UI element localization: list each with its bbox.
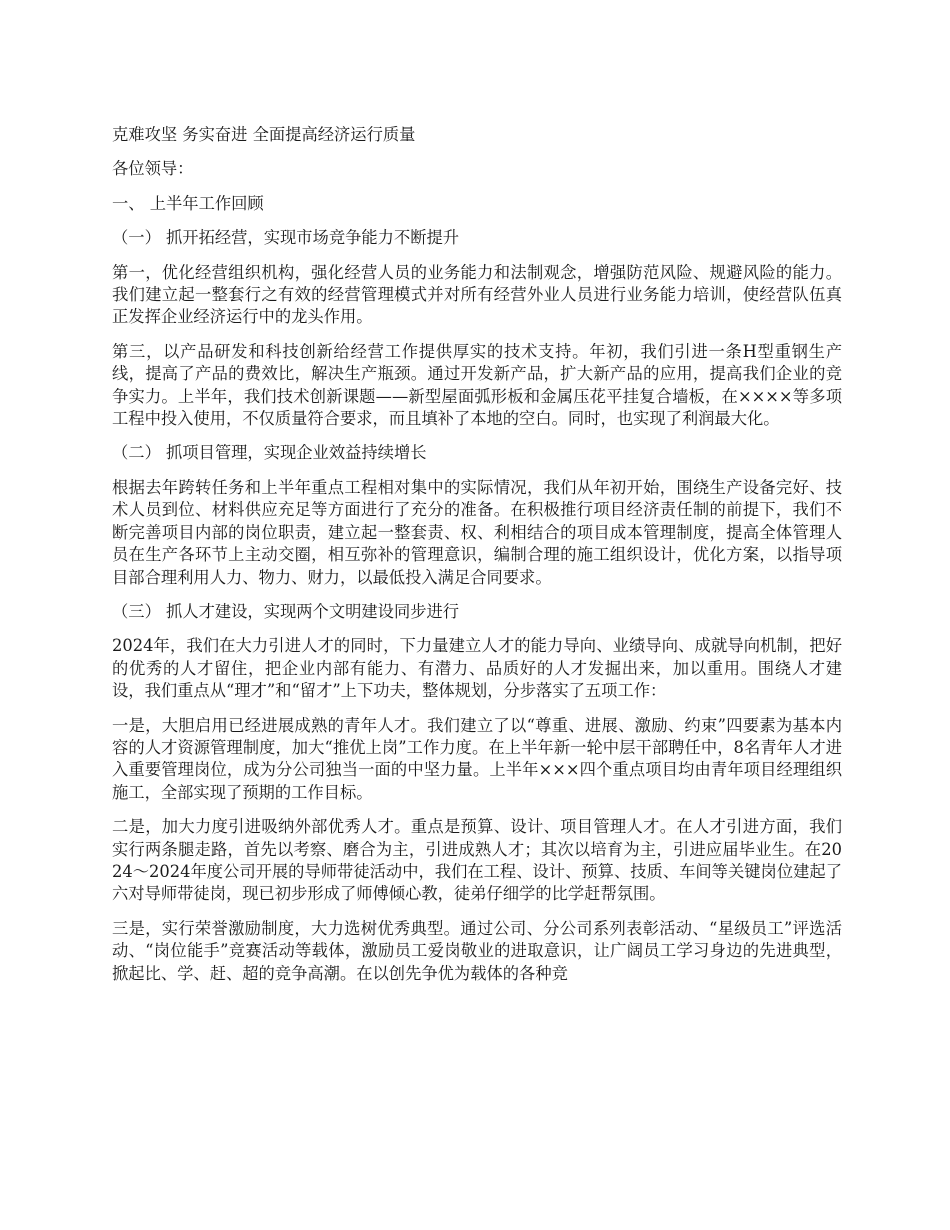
paragraph-4: 2024年，我们在大力引进人才的同时，下力量建立人才的能力导向、业绩导向、成就导向机制，把好的优秀的人才留住，把企业内部有能力、有潜力、品质好的人才发掘出来，加以重用。围绕人才建设，我们重点从“理才”和“留才”上下功夫，整体规划，分步落实了五项工作： (112, 636, 842, 701)
paragraph-3: 根据去年跨转任务和上半年重点工程相对集中的实际情况，我们从年初开始，围绕生产设备完好、技术人员到位、材料供应充足等方面进行了充分的准备。在积极推行项目经济责任制的前提下，我们不断完善项目内部的岗位职责，建立起一整套责、权、利相结合的项目成本管理制度，提高全体管理人员在生产各环节上主动交圈，相互弥补的管理意识，编制合理的施工组织设计，优化方案，以指导项目部合理利用人力、物力、财力，以最低投入满足合同要求。 (112, 477, 842, 587)
subsection-heading-2: （二） 抓项目管理，实现企业效益持续增长 (112, 443, 427, 463)
paragraph-1: 第一，优化经营组织机构，强化经营人员的业务能力和法制观念，增强防范风险、规避风险的能力。我们建立起一整套行之有效的经营管理模式并对所有经营外业人员进行业务能力培训，使经营队伍真正发挥企业经济运行中的龙头作用。 (112, 262, 842, 327)
salutation: 各位领导： (112, 159, 194, 179)
subsection-heading-3: （三） 抓人才建设，实现两个文明建设同步进行 (112, 601, 460, 621)
subsection-heading-1: （一） 抓开拓经营，实现市场竞争能力不断提升 (112, 228, 460, 248)
document-title: 克难攻坚 务实奋进 全面提高经济运行质量 (112, 125, 416, 144)
document-page (112, 124, 842, 997)
paragraph-7: 三是，实行荣誉激励制度，大力选树优秀典型。通过公司、分公司系列表彰活动、“星级员工”评选活动、“岗位能手”竞赛活动等载体，激励员工爱岗敬业的进取意识，让广阔员工学习身边的先进典型，掀起比、学、赶、超的竞争高潮。在以创先争优为载体的各种竞 (112, 918, 842, 983)
section-heading-1: 一、 上半年工作回顾 (112, 193, 264, 213)
paragraph-5: 一是，大胆启用已经进展成熟的青年人才。我们建立了以“尊重、进展、激励、约束”四要素为基本内容的人才资源管理制度，加大“推优上岗”工作力度。在上半年新一轮中层干部聘任中，8名青年人才进入重要管理岗位，成为分公司独当一面的中坚力量。上半年×××四个重点项目均由青年项目经理组织施工，全部实现了预期的工作目标。 (112, 715, 842, 802)
paragraph-2: 第三，以产品研发和科技创新给经营工作提供厚实的技术支持。年初，我们引进一条H型重钢生产线，提高了产品的费效比，解决生产瓶颈。通过开发新产品，扩大新产品的应用，提高我们企业的竞争实力。上半年，我们技术创新课题——新型屋面弧形板和金属压花平挂复合墙板，在××××等多项工程中投入使用，不仅质量符合要求，而且填补了本地的空白。同时，也实现了利润最大化。 (112, 341, 842, 429)
paragraph-6: 二是，加大力度引进吸纳外部优秀人才。重点是预算、设计、项目管理人才。在人才引进方面，我们实行两条腿走路，首先以考察、磨合为主，引进成熟人才；其次以培育为主，引进应届毕业生。在2024～2024年度公司开展的导师带徒活动中，我们在工程、设计、预算、技质、车间等关键岗位建起了六对导师带徒岗，现已初步形成了师傅倾心教，徒弟仔细学的比学赶帮氛围。 (112, 817, 842, 904)
